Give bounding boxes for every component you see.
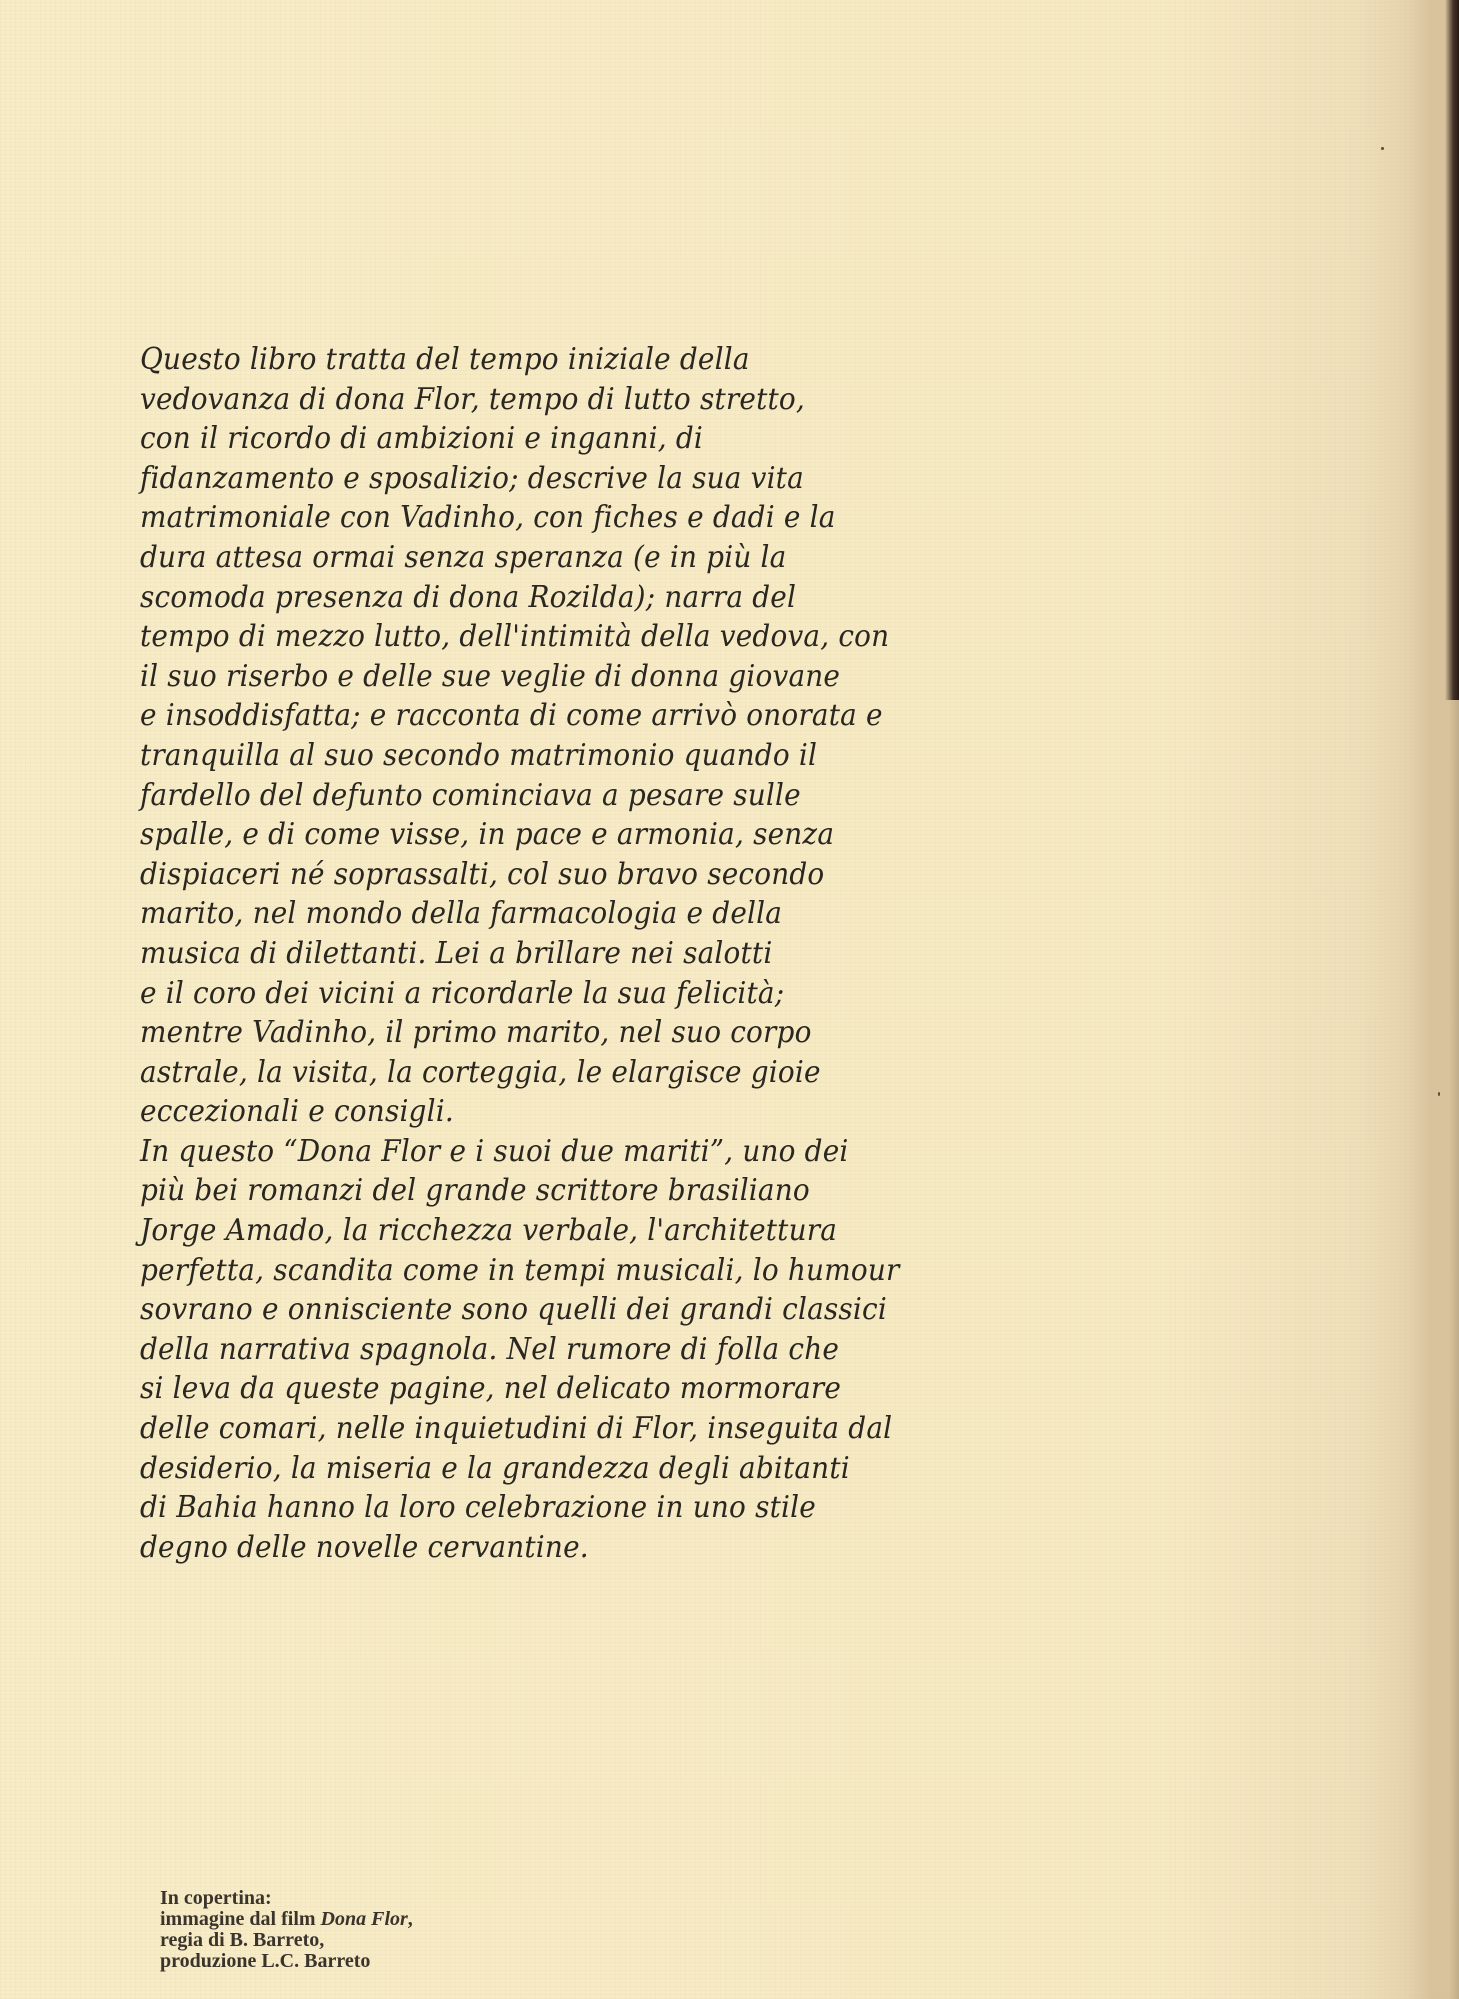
blurb-text <box>140 340 977 1567</box>
blurb-line: spalle, e di come visse, in pace e armonia, senza <box>140 817 835 853</box>
blurb-line: degno delle novelle cervantine. <box>140 1529 589 1565</box>
blurb-line: perfetta, scandita come in tempi musicali, lo humour <box>140 1252 900 1288</box>
spine-shadow <box>1445 0 1459 700</box>
blurb-line: dispiaceri né soprassalti, col suo bravo secondo <box>140 856 825 892</box>
blurb-line: sovrano e onnisciente sono quelli dei grandi classici <box>140 1292 887 1328</box>
blurb-line: astrale, la visita, la corteggia, le elargisce gioie <box>140 1054 821 1090</box>
blurb-line: fardello del defunto cominciava a pesare sulle <box>140 777 801 813</box>
spine-edge <box>1449 700 1459 1999</box>
blurb-line: tempo di mezzo lutto, dell'intimità della vedova, con <box>140 619 890 655</box>
caption-punct: , <box>407 1908 413 1930</box>
blurb-line: di Bahia hanno la loro celebrazione in uno stile <box>140 1490 816 1526</box>
blurb-line: Questo libro tratta del tempo iniziale della <box>140 342 750 377</box>
blurb-line: desiderio, la miseria e la grandezza degli abitanti <box>140 1450 850 1486</box>
caption-film-title: Dona Flor <box>320 1908 408 1930</box>
blurb-line: scomoda presenza di dona Rozilda); narra del <box>140 579 797 615</box>
caption-production: produzione L.C. Barreto <box>160 1950 371 1972</box>
blurb-line: dura attesa ormai senza speranza (e in più la <box>140 539 787 575</box>
caption-director: regia di B. Barreto, <box>160 1929 325 1951</box>
blurb-line: della narrativa spagnola. Nel rumore di folla che <box>140 1331 840 1367</box>
blurb-line: marito, nel mondo della farmacologia e della <box>140 896 783 932</box>
paper-speck <box>1381 147 1384 150</box>
caption-heading: In copertina: <box>160 1887 272 1909</box>
blurb-line: tranquilla al suo secondo matrimonio quando il <box>140 737 818 773</box>
blurb-line: si leva da queste pagine, nel delicato mormorare <box>140 1371 842 1407</box>
blurb-line: fidanzamento e sposalizio; descrive la sua vita <box>140 460 804 496</box>
blurb-line: con il ricordo di ambizioni e inganni, di <box>140 421 703 457</box>
caption-image-credit <box>160 1909 413 1930</box>
blurb-line: In questo “Dona Flor e i suoi due mariti”, uno dei <box>140 1133 849 1169</box>
blurb-line: più bei romanzi del grande scrittore brasiliano <box>140 1173 810 1209</box>
cover-caption <box>160 1888 413 1972</box>
blurb-line: mentre Vadinho, il primo marito, nel suo corpo <box>140 1015 812 1051</box>
blurb-line: e il coro dei vicini a ricordarle la sua felicità; <box>140 975 785 1011</box>
blurb-line: musica di dilettanti. Lei a brillare nei salotti <box>140 935 773 971</box>
blurb-line: Jorge Amado, la ricchezza verbale, l'architettura <box>140 1213 838 1249</box>
caption-image-prefix: immagine dal film <box>160 1908 321 1930</box>
blurb-line: il suo riserbo e delle sue veglie di donna giovane <box>140 658 841 694</box>
blurb-line: vedovanza di dona Flor, tempo di lutto stretto, <box>140 381 805 417</box>
paper-speck <box>1438 1092 1440 1096</box>
blurb-line: matrimoniale con Vadinho, con fiches e dadi e la <box>140 500 836 536</box>
blurb-line: e insoddisfatta; e racconta di come arrivò onorata e <box>140 698 883 734</box>
blurb-line: delle comari, nelle inquietudini di Flor, inseguita dal <box>140 1411 893 1447</box>
blurb-line: eccezionali e consigli. <box>140 1094 454 1130</box>
